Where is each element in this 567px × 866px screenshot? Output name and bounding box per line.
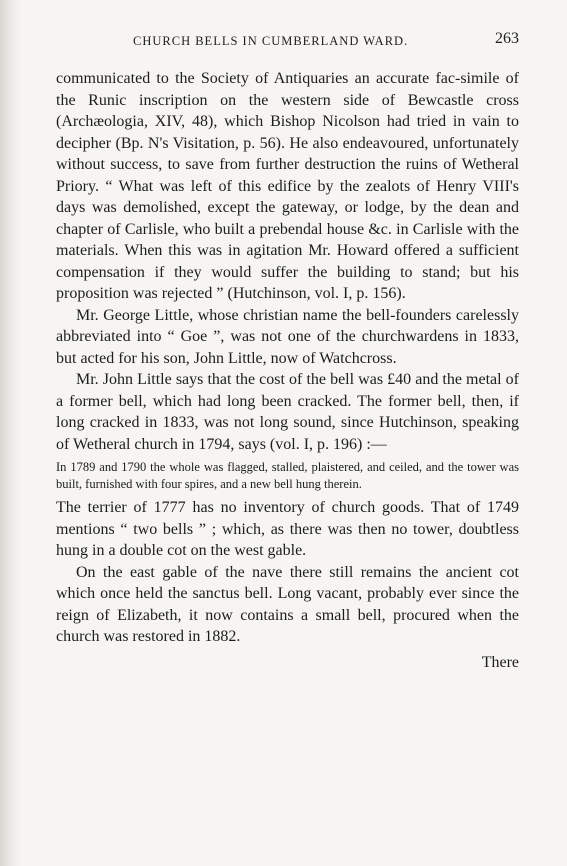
page-number: 263 xyxy=(495,30,519,47)
paragraph-east-gable: On the east gable of the nave there still remains the ancient cot which once held the sanctus bell. Long vacant, probably ever since the reign of Elizabeth, it now contains a small bell, procured when the church was restored in 1882. xyxy=(56,563,519,645)
running-header xyxy=(56,30,519,52)
book-page xyxy=(56,30,519,672)
paragraph-antiquaries: communicated to the Society of Antiquaries an accurate fac-simile of the Runic inscription on the western side of Bewcastle cross (Archæologia, XIV, 48), which Bishop Nicolson had tried in vain to decipher (Bp. N's Visitation, p. 56). He also endeavoured, unfortunately without success, to save from further destruction the ruins of Wetheral Priory. “ What was left of this edifice by the zealots of Henry VIII's days was demolished, except the gateway, or lodge, by the dean and chapter of Carlisle, who built a prebendal house &c. in Carlisle with the materials. When this was in agitation Mr. Howard offered a sufficient compensation if they would suffer the building to stand; but his proposition was rejected ” (Hutchinson, vol. I, p. 156). xyxy=(56,70,519,302)
catchword: There xyxy=(481,653,519,671)
block-quote-hutchinson: In 1789 and 1790 the whole was flagged, stalled, plaistered, and ceiled, and the tower was built, furnished with four spires, and a new bell hung therein. xyxy=(56,460,519,491)
paragraph-john-little: Mr. John Little says that the cost of the bell was £40 and the metal of a former bell, which had long been cracked. The former bell, then, if long cracked in 1833, was not long sound, since Hutchinson, speaking of Wetheral church in 1794, says (vol. I, p. 196) :— xyxy=(56,371,519,453)
body-text xyxy=(56,68,519,672)
page-gutter-shadow xyxy=(0,0,22,866)
paragraph-terrier: The terrier of 1777 has no inventory of church goods. That of 1749 mentions “ two bells ” ; which, as there was then no tower, doubtless hung in a double cot on the west gable. xyxy=(56,499,519,559)
running-title: CHURCH BELLS IN CUMBERLAND WARD. xyxy=(133,34,409,48)
paragraph-george-little: Mr. George Little, whose christian name the bell-founders carelessly abbreviated into “ Goe ”, was not one of the churchwardens in 1833, but acted for his son, John Little, now of Watchcross. xyxy=(56,306,519,367)
